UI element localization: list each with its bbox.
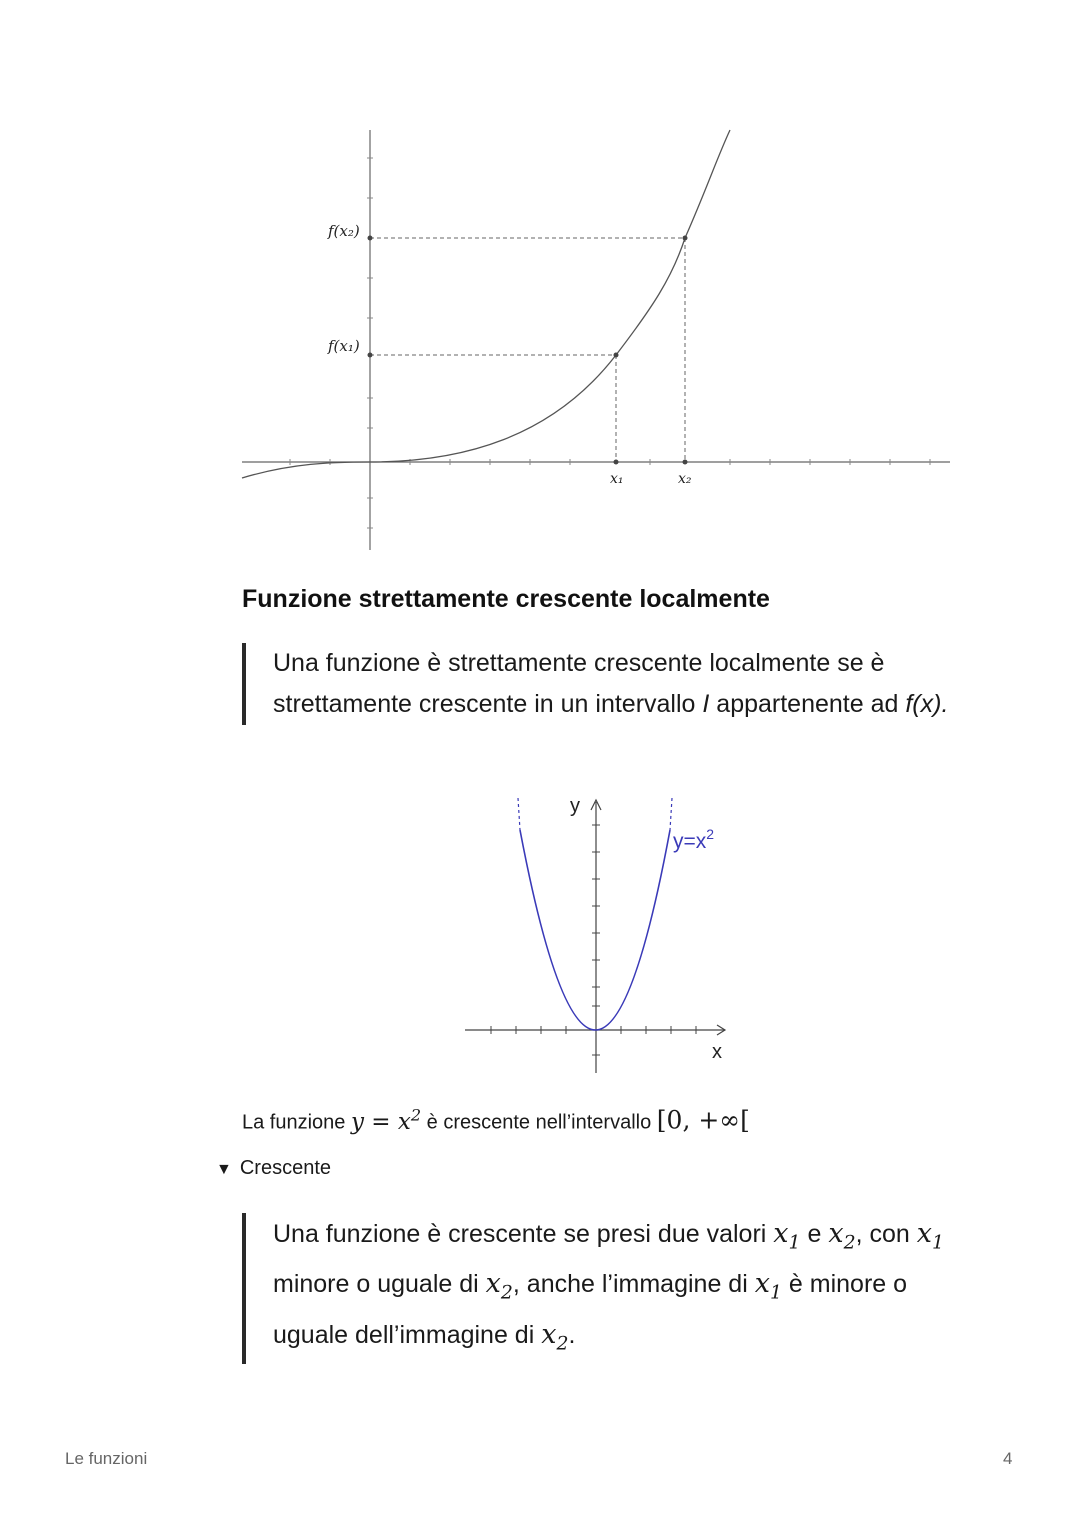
- var-x2-b: x: [485, 1268, 501, 1300]
- var-x2-c: x: [541, 1318, 557, 1350]
- toggle-crescente[interactable]: [216, 1157, 331, 1180]
- var-x2-b-sub: 2: [500, 1281, 513, 1304]
- caption-middle: è crescente nell’intervallo: [421, 1111, 657, 1134]
- parabola-equation: $y=x^2$: [673, 826, 715, 853]
- cubic-curve: [242, 130, 730, 478]
- triangle-down-icon: ▼: [216, 1161, 232, 1178]
- parabola-ticks: [491, 825, 696, 1055]
- var-x2-c-sub: 2: [556, 1332, 569, 1355]
- points: [368, 236, 688, 465]
- caption-interval: [0, +∞[: [656, 1105, 750, 1135]
- definition-local-text2: appartenente ad: [709, 690, 906, 718]
- label-fx2: f(x₂): [328, 222, 360, 240]
- caption-prefix: La funzione: [242, 1111, 351, 1134]
- label-fx1: f(x₁): [328, 337, 360, 355]
- parabola-y-label: y: [570, 795, 580, 817]
- def-end: .: [568, 1320, 576, 1349]
- section-heading-local: Funzione strettamente crescente localmente: [242, 585, 770, 613]
- interval-symbol: I: [702, 690, 710, 718]
- parabola-caption: [242, 1105, 750, 1135]
- parabola-x-label: x: [712, 1041, 722, 1063]
- def-text-5: è minore o uguale dell’immagine di: [273, 1270, 908, 1349]
- def-text-2: , con: [855, 1220, 917, 1248]
- var-x1-c: x: [754, 1268, 770, 1300]
- label-x2: x₂: [678, 471, 692, 487]
- definition-local: [242, 643, 973, 725]
- var-x2: x: [828, 1218, 844, 1249]
- var-x1-b: x: [916, 1218, 932, 1249]
- def-text-4: , anche l’immagine di: [512, 1270, 755, 1299]
- definition-crescente: [242, 1213, 973, 1364]
- var-x1-c-sub: 1: [769, 1281, 782, 1304]
- function-symbol: f(x).: [905, 690, 949, 718]
- var-x1-b-sub: 1: [932, 1231, 945, 1254]
- page-number: 4: [1003, 1449, 1013, 1468]
- definition-local-text1: Una funzione è strettamente crescente localmente se è strettamente crescente in un intervallo: [273, 649, 885, 718]
- def-text-3: minore o uguale di: [273, 1270, 486, 1299]
- var-x1-sub: 1: [788, 1231, 801, 1254]
- parabola-curve: [520, 830, 670, 1030]
- var-x1: x: [773, 1218, 789, 1249]
- increasing-function-graph: [232, 118, 952, 558]
- var-x2-sub: 2: [843, 1231, 856, 1254]
- caption-formula: y = x: [350, 1108, 411, 1135]
- footer-title: Le funzioni: [65, 1449, 148, 1468]
- parabola-graph: [455, 790, 745, 1080]
- def-and: e: [800, 1220, 829, 1248]
- label-x1: x₁: [610, 471, 624, 487]
- toggle-crescente-label: Crescente: [239, 1157, 331, 1179]
- def-text-1: Una funzione è crescente se presi due valori: [273, 1220, 774, 1248]
- caption-formula-exp: 2: [410, 1105, 422, 1124]
